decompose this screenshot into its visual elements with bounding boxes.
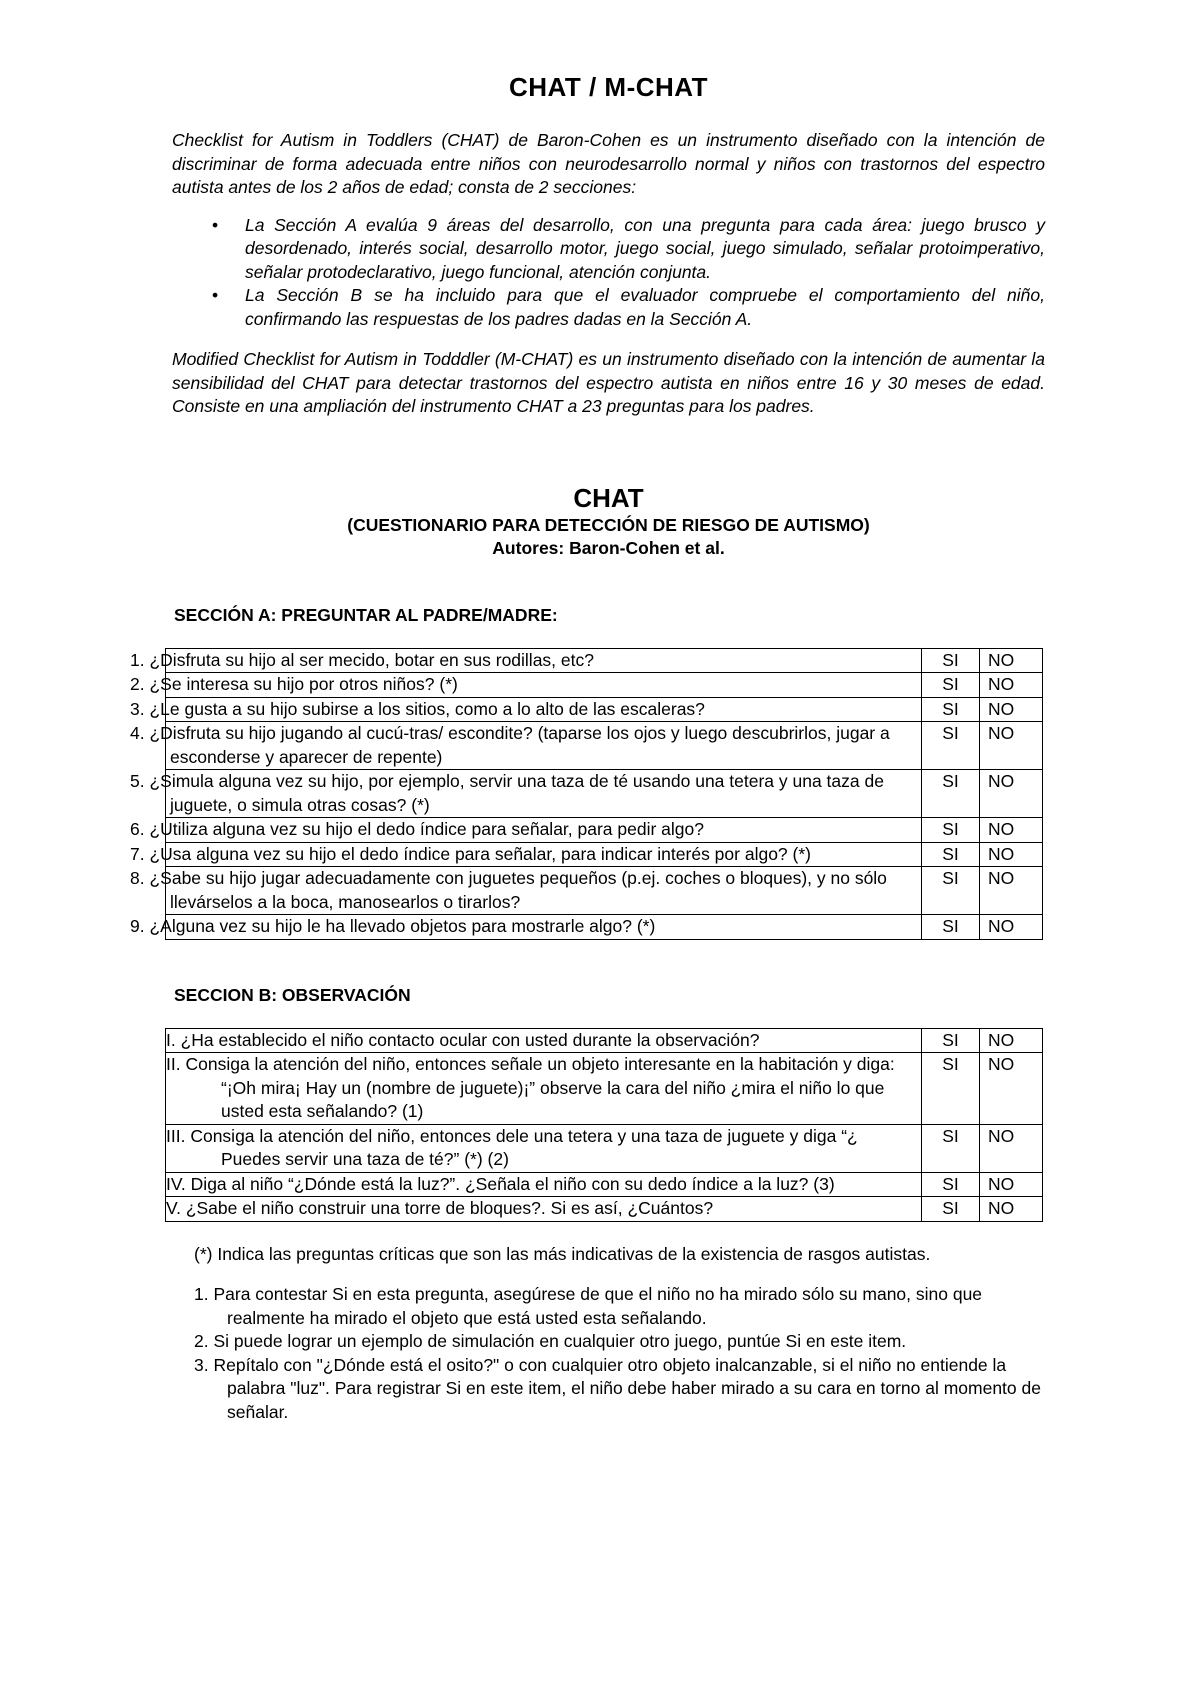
question-label: ¿Sabe su hijo jugar adecuadamente con juguetes pequeños (p.ej. coches o bloques), y no sólo llevárselos a la boca, manosearlos o tirarlos? [149,868,887,912]
question-row [166,915,1043,940]
note-number: 2. [194,1331,209,1351]
notes-list [172,1283,1045,1424]
question-row [166,818,1043,843]
question-text [166,1197,922,1222]
answer-no[interactable]: NO [980,1197,1043,1222]
answer-no[interactable]: NO [980,1028,1043,1053]
question-row [166,722,1043,770]
answer-no[interactable]: NO [980,842,1043,867]
note-number: 1. [194,1284,209,1304]
note-item [172,1330,1045,1354]
question-text [166,1172,922,1197]
intro-paragraph-chat: Checklist for Autism in Toddlers (CHAT) de Baron-Cohen es un instrumento diseñado con la intención de discriminar de forma adecuada entre niños con neurodesarrollo normal y niños con trastornos del espectro autista antes de los 2 años de edad; consta de 2 secciones: [172,130,1045,197]
question-label: Consiga la atención del niño, entonces señale un objeto interesante en la habitación y diga: “¡Oh mira¡ Hay un (nombre de juguete)¡” observe la cara del niño ¿mira el niño lo que usted esta señalando? (1) [185,1054,895,1121]
question-label: ¿Disfruta su hijo jugando al cucú-tras/ escondite? (taparse los ojos y luego descubrirlos, jugar a esconderse y aparecer de repente) [149,723,890,767]
section-a-heading: SECCIÓN A: PREGUNTAR AL PADRE/MADRE: [174,604,558,625]
question-text [130,722,922,770]
question-number: 8. [130,868,145,888]
answer-no[interactable]: NO [980,648,1043,673]
question-label: Diga al niño “¿Dónde está la luz?”. ¿Señala el niño con su dedo índice a la luz? (3) [190,1173,835,1194]
question-row [166,867,1043,915]
question-number: 4. [130,723,145,743]
question-text [130,770,922,818]
answer-no[interactable]: NO [980,722,1043,770]
bullet-section-a: • La Sección A evalúa 9 áreas del desarrollo, con una pregunta para cada área: juego brusco y desordenado, interés social, desarrollo motor, juego social, juego simulado, señalar protoimperativo, señalar protodeclarativo, juego funcional, atención conjunta. [212,214,1045,282]
answer-si[interactable]: SI [922,867,980,915]
question-text [130,818,922,843]
question-number: II. [166,1054,181,1074]
question-number: 5. [130,771,145,791]
question-label: ¿Disfruta su hijo al ser mecido, botar en sus rodillas, etc? [149,649,594,670]
question-number: 3. [130,698,145,719]
answer-si[interactable]: SI [922,1053,980,1125]
note-text: Repítalo con "¿Dónde está el osito?" o con cualquier otro objeto inalcanzable, si el niño no entiende la palabra "luz". Para registrar Si en este item, el niño debe haber mirado a su cara en torno al momento de señalar. [213,1354,1041,1422]
question-number: 1. [130,649,145,670]
chat-authors: Autores: Baron-Cohen et al. [492,537,725,558]
question-text [166,1124,922,1172]
question-row [166,770,1043,818]
bullet-icon: • [212,285,219,305]
question-label: ¿Alguna vez su hijo le ha llevado objetos para mostrarle algo? (*) [149,916,656,936]
question-label: ¿Sabe el niño construir una torre de bloques?. Si es así, ¿Cuántos? [185,1198,714,1218]
answer-si[interactable]: SI [922,697,980,722]
question-text [130,915,922,940]
note-item [172,1283,1045,1330]
question-label: Consiga la atención del niño, entonces dele una tetera y una taza de juguete y diga “¿ Puedes servir una taza de té?” (*) (2) [190,1125,858,1169]
answer-si[interactable]: SI [922,818,980,843]
answer-si[interactable]: SI [922,915,980,940]
chat-subtitle: (CUESTIONARIO PARA DETECCIÓN DE RIESGO DE AUTISMO) [347,514,870,535]
document-page [130,0,1045,1424]
critical-questions-footnote: (*) Indica las preguntas críticas que son las más indicativas de la existencia de rasgos autistas. [194,1243,931,1264]
question-row [166,1053,1043,1125]
question-label: ¿Se interesa su hijo por otros niños? (*) [149,674,458,694]
question-row [166,648,1043,673]
question-number: 6. [130,819,145,839]
answer-no[interactable]: NO [980,818,1043,843]
question-number: IV. [166,1173,186,1194]
answer-no[interactable]: NO [980,1124,1043,1172]
bullet-icon: • [212,214,219,235]
question-text [130,867,922,915]
question-number: 7. [130,843,145,864]
question-label: ¿Utiliza alguna vez su hijo el dedo índice para señalar, para pedir algo? [149,819,704,839]
note-item [172,1354,1045,1425]
document-title: CHAT / M-CHAT [508,72,709,102]
question-row [166,842,1043,867]
question-text [166,1028,922,1053]
section-a-table [130,648,1043,940]
answer-si[interactable]: SI [922,1172,980,1197]
question-text [166,1053,922,1125]
note-text: Si puede lograr un ejemplo de simulación en cualquier otro juego, puntúe Si en este item. [213,1331,907,1351]
chat-title: CHAT [573,482,644,513]
question-label: ¿Le gusta a su hijo subirse a los sitios, como a lo alto de las escaleras? [149,698,705,719]
answer-no[interactable]: NO [980,697,1043,722]
bullet-section-b: • La Sección B se ha incluido para que el evaluador compruebe el comportamiento del niño, confirmando las respuestas de los padres dadas en la Sección A. [212,285,1045,329]
question-row [166,673,1043,698]
question-number: V. [166,1198,181,1218]
answer-si[interactable]: SI [922,648,980,673]
question-row [166,1124,1043,1172]
question-row [166,1028,1043,1053]
question-label: ¿Ha establecido el niño contacto ocular con usted durante la observación? [180,1029,760,1050]
question-text [130,697,922,722]
section-b-table [165,1028,1043,1222]
answer-si[interactable]: SI [922,770,980,818]
question-text [130,673,922,698]
answer-si[interactable]: SI [922,842,980,867]
answer-no[interactable]: NO [980,1053,1043,1125]
answer-no[interactable]: NO [980,1172,1043,1197]
question-number: 9. [130,916,145,936]
question-number: I. [166,1029,176,1050]
question-text [130,648,922,673]
question-number: 2. [130,674,145,694]
question-row [166,697,1043,722]
intro-paragraph-mchat: Modified Checklist for Autism in Todddler (M-CHAT) es un instrumento diseñado con la intención de aumentar la sensibilidad del CHAT para detectar trastornos del espectro autista en niños entre 16 y 30 meses de edad. Consiste en una ampliación del instrumento CHAT a 23 preguntas para los padres. [172,349,1045,416]
answer-si[interactable]: SI [922,1197,980,1222]
question-label: ¿Usa alguna vez su hijo el dedo índice para señalar, para indicar interés por algo? (*) [149,843,811,864]
answer-no[interactable]: NO [980,867,1043,915]
question-row [166,1197,1043,1222]
question-text [130,842,922,867]
question-number: III. [166,1125,186,1146]
question-label: ¿Simula alguna vez su hijo, por ejemplo, servir una taza de té usando una tetera y una taza de juguete, o simula otras cosas? (*) [149,771,884,815]
question-row [166,1172,1043,1197]
section-b-heading: SECCION B: OBSERVACIÓN [174,984,411,1005]
note-number: 3. [194,1354,209,1375]
answer-si[interactable]: SI [922,673,980,698]
answer-no[interactable]: NO [980,673,1043,698]
intro-bullet-list [172,214,1045,332]
answer-si[interactable]: SI [922,722,980,770]
answer-no[interactable]: NO [980,770,1043,818]
answer-si[interactable]: SI [922,1124,980,1172]
note-text: Para contestar Si en esta pregunta, asegúrese de que el niño no ha mirado sólo su mano, sino que realmente ha mirado el objeto que está usted esta señalando. [213,1284,983,1328]
answer-si[interactable]: SI [922,1028,980,1053]
answer-no[interactable]: NO [980,915,1043,940]
